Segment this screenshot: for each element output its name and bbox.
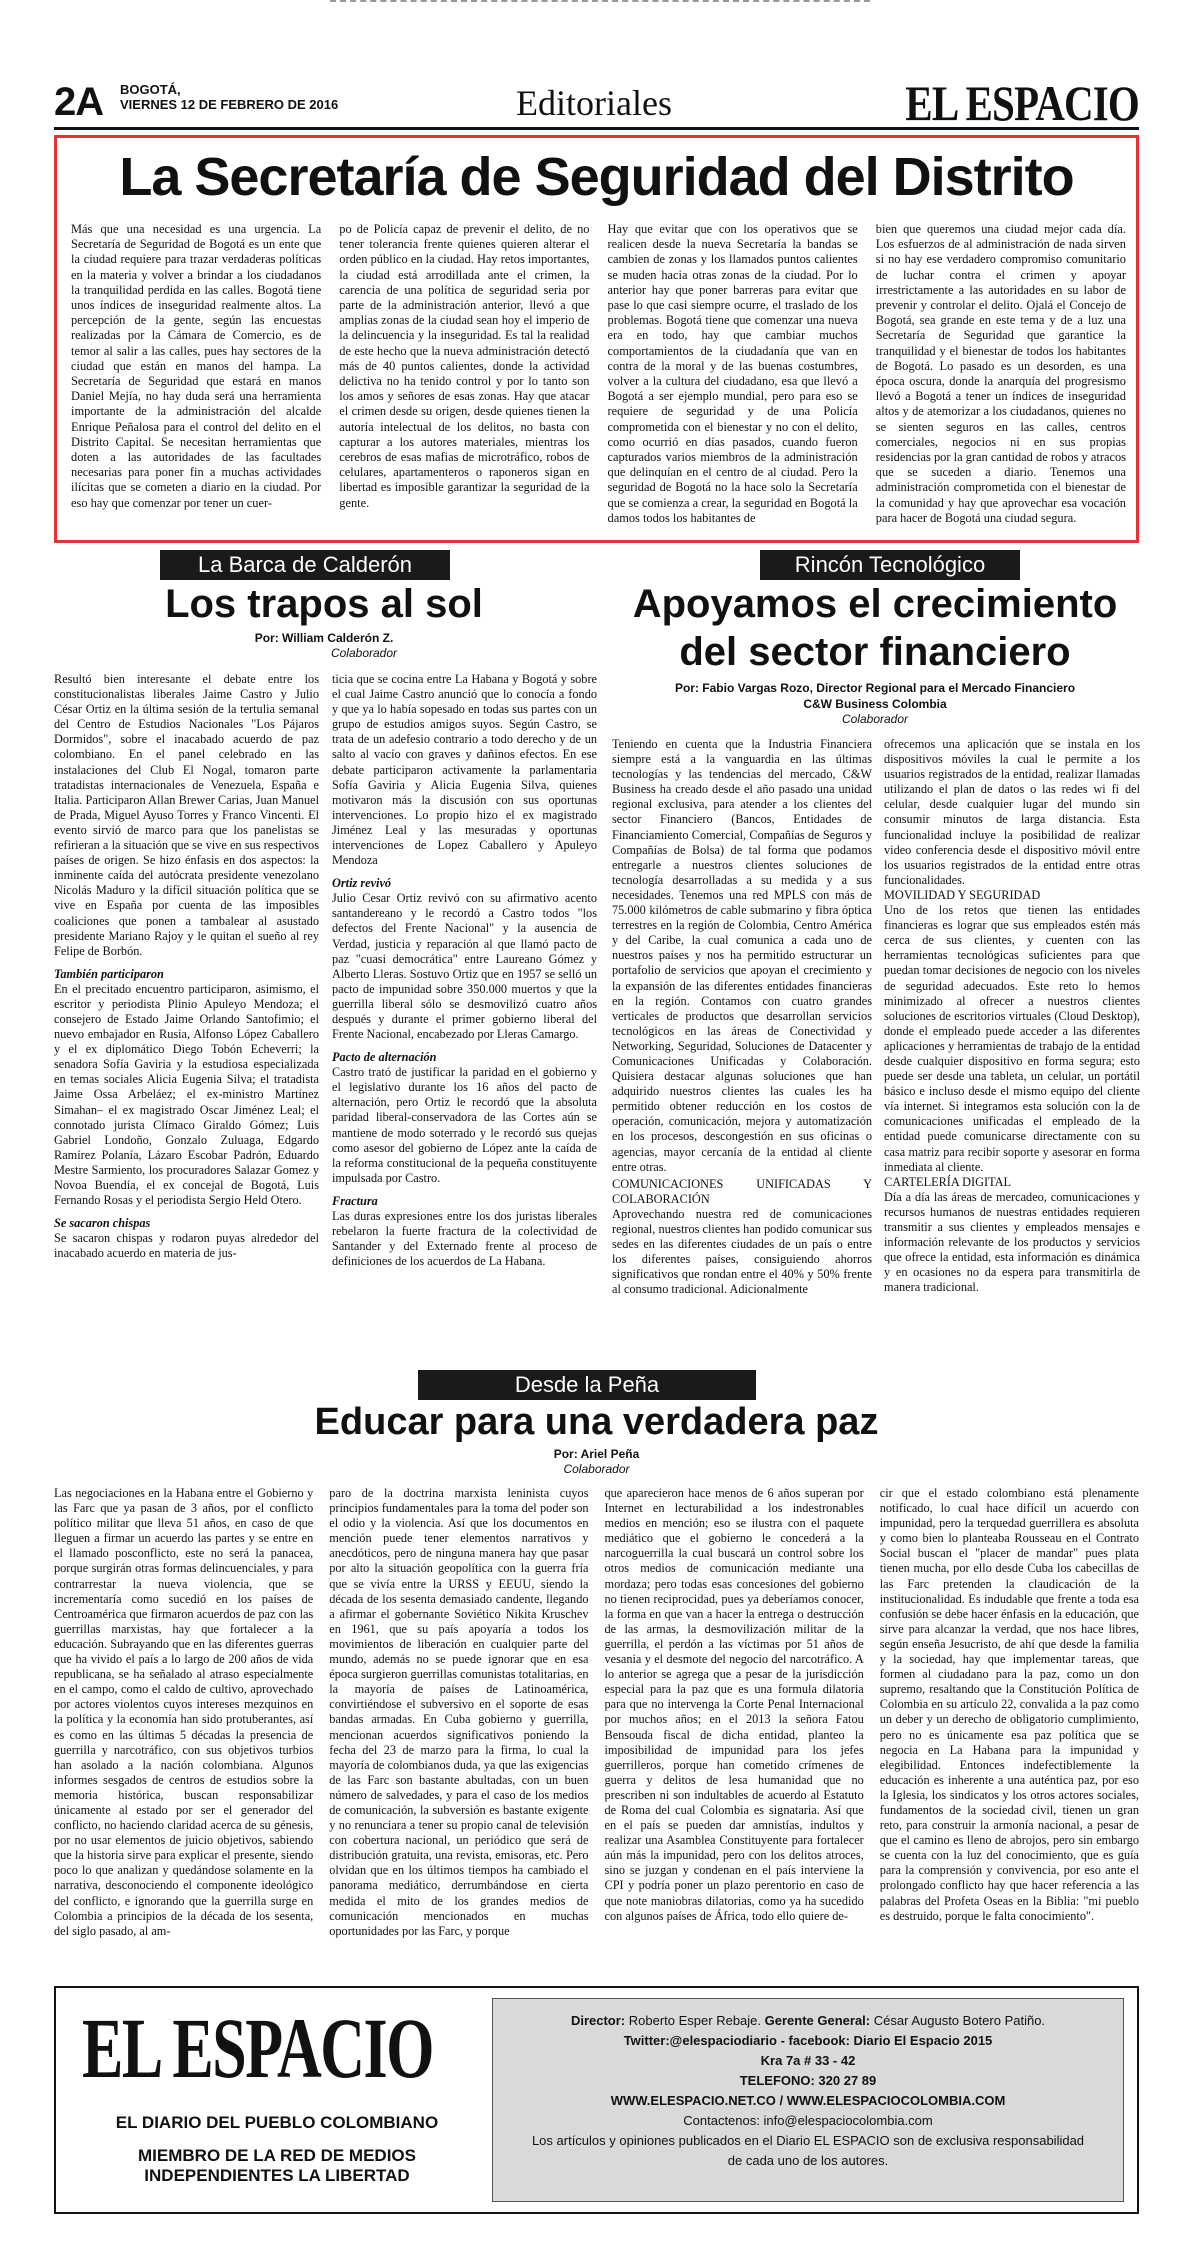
subheading: Se sacaron chispas <box>54 1216 151 1231</box>
left-article-col2 <box>332 672 597 1352</box>
right-byline-block <box>610 680 1140 727</box>
dateline-date: VIERNES 12 DE FEBRERO DE 2016 <box>120 97 339 112</box>
editorial-box <box>54 135 1139 543</box>
manager-label: Gerente General: <box>764 2013 871 2028</box>
article-paragraph: Las duras expresiones entre los dos juristas liberales rebelaron la fuerte fractura de la colectividad de Santander y del Externado frente al proceso de definiciones de los acuerdos de La Habana. <box>332 1208 597 1269</box>
left-article-title: Los trapos al sol <box>165 582 483 626</box>
footer-membership-line: MIEMBRO DE LA RED DE MEDIOS <box>138 2146 416 2165</box>
bottom-article-columns <box>54 1486 1139 1972</box>
top-dashed-rule <box>330 0 870 8</box>
left-article-byline: Por: William Calderón Z. <box>254 631 394 645</box>
dateline-city: BOGOTÁ, <box>120 82 181 97</box>
subheading: Fractura <box>332 1193 378 1208</box>
section-title: Editoriales <box>516 83 672 123</box>
bottom-article-role: Colaborador <box>563 1462 630 1476</box>
subheading: Ortiz revivó <box>332 876 392 891</box>
article-column: paro de la doctrina marxista leninista cuyos principios fundamentales para la toma del poder son el odio y la violencia. Así que los documentos en mención puede tener elementos narrativos y anecdóticos, pero de ninguna manera hay que pasar por alto la situación geopolítica con la guerra fría que se vivía entre la URSS y EEUU, siendo la década de los sesenta demasiado candente, llegando a afirmar el gobernante Soviético Nikita Kruschev en 1961, que su país apoyaría a todos los movimientos de liberación en cualquier parte del mundo, además no se puede ignorar que en esa época surgieron guerrillas comunistas totalitarias, en la mayoría de países de Latinoamérica, convirtiéndose el subversivo en el soporte de esas bandas armadas. En Cuba gobierno y guerrilla, mencionan acuerdos significativos poniendo la fecha del 23 de marzo para la firma, lo cual la mayoría de colombianos duda, ya que las exigencias de las Farc son bastante abultadas, con un buen número de salvedades, y para el caso de los medios de comunicación, la subversión es bastante exigente y no renunciara a tener su propio canal de televisión con cobertura nacional, un periódico que será de distribución gratuita, una revista, emisoras, etc. Pero olvidan que en los últimos tiempos ha cambiado el panorama mediático, derrumbándose en cierta medida el mito de los grandes medios de comunicación mencionados en muchas oportunidades por las Farc, y porque <box>329 1486 589 1938</box>
subheading: Pacto de alternación <box>332 1050 437 1065</box>
footer-masthead: EL ESPACIO <box>82 2000 433 2096</box>
subheading: MOVILIDAD Y SEGURIDAD <box>884 887 1041 902</box>
director-name: Roberto Esper Rebaje. <box>628 2013 762 2028</box>
header-masthead: EL ESPACIO <box>905 75 1139 131</box>
column-band-left: La Barca de Calderón <box>160 550 450 580</box>
footer-contact[interactable]: Contactenos: info@elespaciocolombia.com <box>683 2113 933 2128</box>
footer-disclaimer: Los artículos y opiniones publicados en el Diario EL ESPACIO son de exclusiva responsabilidad <box>531 2133 1085 2148</box>
footer-address: Kra 7a # 33 - 42 <box>760 2053 856 2068</box>
footer-social: Twitter:@elespaciodiario - facebook: Diario El Espacio 2015 <box>623 2033 993 2048</box>
footer-disclaimer: de cada uno de los autores. <box>727 2153 889 2168</box>
article-paragraph: Resultó bien interesante el debate entre los constitucionalistas liberales Jaime Castro y Julio César Ortiz en la última sesión de la tertulia semanal del Centro de Estudios Nacionales "Los Pájaros Dormidos", sobre el inacabado acuerdo de paz colombiano. En el panel celebrado en las instalaciones del Club El Nogal, tomaron parte tratadistas internacionales de Venezuela, España e Italia. Participaron Allan Brewer Carias, Juan Manuel de Prada, Miguel Ayuso Torres y Franco Vincenti. El evento sirvió de marco para que los panelistas se refirieran a la situación que se vive en sus respectivos países de origen. Se hizo énfasis en dos aspectos: la inminente caída del autócrata presidente venezolano Nicolás Maduro y la difícil situación política que se vive en España por cuenta de las imposibles coaliciones que ponen a tambalear al asustado presidente Mariano Rajoy y le quitan el sueño al rey Felipe de Borbón. <box>54 672 319 958</box>
bottom-byline-block <box>54 1446 1139 1477</box>
page-number: 2A <box>54 80 104 124</box>
right-article-col2 <box>884 737 1140 1352</box>
right-article-col1 <box>612 737 872 1352</box>
article-paragraph: Día a día las áreas de mercadeo, comunicaciones y recursos humanos de nuestras entidades requieren transmitir a sus clientes y empleados mensajes e información relevante de los productos y servicios que ofrece la entidad, esta información es dinámica y en ocasiones no da espera para transmitirla de manera tradicional. <box>884 1189 1140 1295</box>
article-paragraph: En el precitado encuentro participaron, asimismo, el escritor y periodista Plinio Apuleyo Mendoza; el consejero de Estado Jaime Orlando Santofimio; el nuevo embajador en Rusia, Alfonso López Caballero y el ex diplomático Diego Tobón Echeverri; la senadora Sofía Gaviria y la estudiosa especializada en temas sociales Alicia Eugenia Silva; el tratadista Jaime Ossa Arbeláez; el ex-ministro Martínez Simahan– el ex magistrado Oscar Jiménez Leal; el connotado jurista Clímaco Giraldo Gómez; Luis Gabriel Londoño, Gonzalo Zuluaga, Edgardo Ramírez Polanía, Lázaro Escobar Padrón, Eduardo Mestre Sarmiento, los procuradores Salazar Gomez y Novoa Buendía, el ex concejal de Bogotá, Luis Fernando Rosas y el periodista Sergio Held Otero. <box>54 981 319 1208</box>
editorial-title: La Secretaría de Seguridad del Distrito <box>119 147 1074 207</box>
article-paragraph: ofrecemos una aplicación que se instala en los dispositivos móviles la cual le permite a los usuarios registrados de la entidad, realizar llamadas utilizando el plan de datos o las redes wi fi del celular, desde cualquier lugar del mundo sin consumir minutos de larga distancia. Esta funcionalidad incluye la posibilidad de realizar video conferencia desde el dispositivo móvil entre los usuarios registrados de la entidad entre otras funcionalidades. <box>884 737 1140 887</box>
column-band-right: Rincón Tecnológico <box>760 550 1020 580</box>
editorial-column: Hay que evitar que con los operativos que se realicen desde la nueva Secretaría la bandas se cambien de zonas y los llamados puntos calientes se muden hacia otras zonas de la ciudad. Por lo anterior hay que poner barreras para evitar que pase lo que casi siempre ocurre, el traslado de los problemas. Bogotá tiene que comenzar una nueva era en todo, hay que cambiar muchos comportamientos de la ciudadanía que van en contra de la moral y de las buenas costumbres, volver a la cultura del ciudadano, esa que llevó a Bogotá a ser ejemplo mundial, pero para eso se requiere de seguridad y de una Policía comprometida con el bienestar y no con el delito, como ocurrió en días pasados, cuando fueron capturados varios miembros de la administración que delinquían en el centro de al ciudad. Pero la seguridad de Bogotá no la hace solo la Secretaría que se comienza a crear, la seguridad en Bogotá la damos todos los habitantes de <box>607 222 858 525</box>
director-label: Director: <box>570 2013 626 2028</box>
article-column: Las negociaciones en la Habana entre el Gobierno y las Farc que ya pasan de 3 años, por el conflicto político militar que lleva 51 años, en caso de que lleguen a firmar un acuerdo las partes y se entre en el llamado posconflicto, este no será la panacea, porque surgirán otras formas delincuenciales, y para contrarrestar la nueva violencia, que se incrementaría como sucedió en los países de Centroamérica que firmaron acuerdos de paz con las guerrillas marxistas, hay que fortalecer a la educación. Subrayando que en las diferentes guerras que ha vivido el país a lo largo de 200 años de vida republicana, se ha señalado al atraso especialmente en el campo, como el caldo de cultivo, aprovechado por actores violentos cuyos intereses mezquinos en la política y la economía han sido protuberantes, así es como en las últimas 5 décadas la presencia de guerrilla y narcotráfico, con sus objetivos turbios han asolado a la nación colombiana. Algunos informes sesgados de centros de estudios sobre la memoria histórica, buscan responsabilizar únicamente al estado por ser el generador del conflicto, no haciendo claridad acerca de su génesis, por no usar elementos de juicio objetivos, sabiendo que la historia sirve para explicar el presente, siendo poco lo que analizan y quedándose solamente en la narrativa, desconociendo el componente ideológico del conflicto, e ignorando que la guerrilla surge en Colombia a principios de la década de los sesenta, del siglo pasado, al am- <box>54 1486 314 1938</box>
editorial-column: po de Policía capaz de prevenir el delito, de no tener tolerancia frente quienes quieren alterar el orden público en la ciudad. Hay retos importantes, la ciudad está arrodillada ante el crimen, la carencia de una política de seguridad seria por parte de la administración anterior, llevó a que amplias zonas de la ciudad sean hoy el imperio de la delincuencia y la inseguridad. Es tal la realidad de este hecho que la nueva administración detectó más de 40 puntos calientes, donde la actividad delictiva no ha tenido control y por lo tanto son los amos y señores de esas zonas. Hay que atacar el crimen desde su origen, desde quienes tienen la autoría intelectual de los delitos, no basta con capturar a los autores materiales, mientras los cerebros de esas mafias de microtráfico, robos de celulares, apartamenteros o raponeros sigan en libertad es imposible garantizar la seguridad de la gente. <box>339 222 590 510</box>
left-article-role: Colaborador <box>330 646 398 660</box>
article-paragraph: Julio Cesar Ortiz revivó con su afirmativo acento santandereano y le recordó a Castro todos "los defectos del Frente Nacional" y la ausencia de Verdad, justicia y reparación al que llamó pacto de paz "cuasi democrática" entre Laureano Gómez y Alberto Lleras. Sostuvo Ortiz que en 1957 se selló un pacto de impunidad sobre 350.000 muertos y que la guerrilla liberal sólo se desmovilizó cuatro años después y durante el primer gobierno liberal del Frente Nacional, encabezado por Lleras Camargo. <box>332 891 597 1042</box>
footer-tagline: EL DIARIO DEL PUEBLO COLOMBIANO <box>115 2113 439 2132</box>
column-band-bottom: Desde la Peña <box>418 1370 756 1400</box>
bottom-article-title: Educar para una verdadera paz <box>314 1401 879 1443</box>
footer-phone: TELEFONO: 320 27 89 <box>739 2073 877 2088</box>
footer-box <box>54 1986 1139 2214</box>
footer-membership <box>82 2146 472 2186</box>
left-byline-block <box>54 630 594 661</box>
right-article-title: Apoyamos el crecimiento del sector financiero <box>632 582 1118 674</box>
article-paragraph: Uno de los retos que tienen las entidades financieras es lograr que sus empleados estén más cerca de sus clientes, y cuenten con las herramientas tecnológicas suficientes para que puedan tomar decisiones de negocio con los niveles de seguridad adecuados. Este reto lo hemos minimizado al ofrecer a nuestros clientes soluciones de escritorios virtuales (Cloud Desktop), donde el empleado puede acceder a las diferentes aplicaciones y herramientas de trabajo de la entidad desde cualquier dispositivo en forma segura; esto puede ser desde una tableta, un celular, un portátil básico e incluso desde el mismo equipo del cliente vía internet. Si integramos esta solución con la de comunicaciones unificadas el empleado de la entidad puede comunicarse directamente con su casa matriz para recibir soporte y asesorar en forma inmediata al cliente. <box>884 903 1140 1174</box>
article-paragraph: Castro trató de justificar la paridad en el gobierno y el legislativo durante los 16 años del pacto de alternación, pero Ortiz le recordó que la absoluta paridad liberal-conservadora de las Cortes aún se mantiene de modo soterrado y le recordó sus quejas como asesor del gobierno de López ante la caída de la reforma constitucional de la pequeña constituyente impulsada por Castro. <box>332 1065 597 1185</box>
editorial-columns <box>71 222 1126 532</box>
dateline <box>120 82 338 112</box>
footer-info-panel <box>492 1998 1124 2202</box>
article-column: cir que el estado colombiano está plenamente notificado, lo cual hace difícil un acuerdo con impunidad, pero la terquedad guerrillera es absoluta y como bien lo planteaba Rousseau en el Contrato Social buscan el "placer de mandar" pues plata tienen mucha, por ello desde Cuba los cabecillas de las Farc pretenden la claudicación de la institucionalidad. Es indudable que frente a toda esa confusión se debe hacer énfasis en la educación, que sirve para alcanzar la verdad, que nos hace libres, según enseña Jesucristo, de ahí que desde la familia y la sociedad, hay que implementar tareas, que formen al ciudadano para la paz, como un don supremo, resaltando que la Constitución Política de Colombia en su artículo 22, convalida a la paz como un deber y un derecho de obligatorio cumplimiento, pero no es únicamente esa paz política que se negocia en La Habana para la impunidad y elegibilidad. Entonces indefectiblemente la educación es inherente a una auténtica paz, por eso la Iglesia, los sindicatos y los otros actores sociales, fundamentos de la sociedad civil, tienen un gran reto, para construir la armonía nacional, a pesar de que el camino es lleno de abrojos, pero sin embargo se cuenta con la luz del conocimiento, que es guía para la comprensión y convivencia, por eso ante el prolongado conflicto hay que hacer referencia a las palabras del Profeta Oseas en la Biblia: "mi pueblo es destruido, porque le falta conocimiento". <box>879 1486 1139 1923</box>
subheading: COMUNICACIONES UNIFICADAS Y COLABORACIÓN <box>612 1176 872 1206</box>
right-article-byline: Por: Fabio Vargas Rozo, Director Regional para el Mercado Financiero <box>674 681 1076 695</box>
subheading: CARTELERÍA DIGITAL <box>884 1174 1012 1189</box>
footer-staff <box>493 2011 1123 2031</box>
right-article-role: Colaborador <box>841 712 909 726</box>
article-paragraph: Aprovechando nuestra red de comunicaciones regional, nuestros clientes han podido comunicar sus sedes en las diferentes ciudades de un país o entre los diferentes países, consiguiendo ahorros significativos que rondan entre el 40% y 50% frente al consumo tradicional. Adicionalmente <box>612 1206 872 1297</box>
bottom-article-byline: Por: Ariel Peña <box>553 1447 640 1461</box>
manager-name: César Augusto Botero Patiño. <box>873 2013 1046 2028</box>
article-paragraph: ticia que se cocina entre La Habana y Bogotá y sobre el cual Jaime Castro anunció que lo conocía a fondo y que ya lo había sopesado en todas sus partes con un grupo de estudios amigos suyos. Según Castro, se trata de un adefesio contrario a todo derecho y de un salto al vacío con graves y dañinos efectos. En ese debate participaron activamente la parlamentaria Sofía Gaviria y Alicia Eugenia Silva, quienes motivaron más la discusión con sus oportunas intervenciones. Lo propio hizo el ex magistrado Jiménez Leal y las mesuradas y oportunas intervenciones de Lopez Caballero y Apuleyo Mendoza <box>332 672 597 868</box>
footer-membership-line: INDEPENDIENTES LA LIBERTAD <box>144 2166 410 2185</box>
article-paragraph: Se sacaron chispas y rodaron puyas alrededor del inacabado acuerdo en materia de jus- <box>54 1231 319 1261</box>
page-header <box>54 72 1139 130</box>
article-column: que aparecieron hace menos de 6 años superan por Internet en lecturabilidad a los indestronables medios en mención; eso se ilustra con el paquete mediático que el gobierno le concederá a la narcoguerrilla la cual buscará un control sobre los otros medios de comunicación mediante una mordaza; pero todas esas concesiones del gobierno no tienen reciprocidad, pues ya deberíamos conocer, la forma en que van a hacer la entrega o destrucción de las armas, la desmovilización militar de la guerrilla, el perdón a las víctimas por 51 años de vesania y el desmote del negocio del narcotráfico. A lo anterior se agrega que a pesar de la jurisdicción especial para la paz que es una formula dilatoria para que no intervenga la Corte Penal Internacional por muchos años; en el 2013 la señora Fatou Bensouda fiscal de dicha entidad, planteo la imposibilidad de impunidad para los jefes guerrilleros, porque han cometido crímenes de guerra y delitos de lesa humanidad que no prescriben ni son indultables de acuerdo al Estatuto de Roma del cual Colombia es signataria. Así que en el país se pueden dar amnistías, indultos y realizar una Asamblea Constituyente para fortalecer aún más la impunidad, pero con los delitos atroces, sino se juzgan y condenan en el país interviene la CPI y podría poner un plazo perentorio en caso de que note maniobras dilatorias, como ya ha sucedido con algunos países de África, todo ello quiere de- <box>604 1486 864 1923</box>
editorial-column: bien que queremos una ciudad mejor cada día. Los esfuerzos de al administración de nada sirven si no hay ese verdadero compromiso comunitario de luchar contra el crimen y apoyar irrestrictamente a las autoridades en su labor de prevenir y controlar el delito. Ojalá el Concejo de Bogotá, sea grande en este tema y de a luz una Secretaría de Seguridad que garantice la tranquilidad y el bienestar de todos los habitantes de Bogotá. Lo pasado es un desorden, es una época oscura, donde la anarquía del progresismo llevó a Bogotá a tener un índices de inseguridad altos y de atemorizar a los ciudadanos, quienes no se sienten seguros en las calles, centros comerciales, negocios ni en sus propias residencias por la gran cantidad de robos y atracos que se suceden a diario. Tenemos una administración comprometida con el bienestar de la comunidad y hay que aprovechar esa vocación para hacer de Bogotá una ciudad segura. <box>875 222 1126 525</box>
left-article-col1 <box>54 672 319 1352</box>
subheading: También participaron <box>54 966 164 981</box>
footer-web[interactable]: WWW.ELESPACIO.NET.CO / WWW.ELESPACIOCOLOMBIA.COM <box>610 2093 1006 2108</box>
editorial-column: Más que una necesidad es una urgencia. La Secretaría de Seguridad de Bogotá es un ente que la ciudad requiere para trazar verdaderas políticas en la materia y volver a brindar a los ciudadanos la tranquilidad perdida en las calles. Bogotá tiene unos índices de inseguridad realmente altos. La percepción de la gente, según las encuestas realizadas por la Cámara de Comercio, es de temor al salir a las calles, pues hay sectores de la ciudad que están en manos del hampa. La Secretaría de Seguridad que estará en manos Daniel Mejía, no hay duda será una herramienta importante de la administración del alcalde Enrique Peñalosa para el control del delito en el Distrito Capital. Se necesitan herramientas que doten a las autoridades de las facultades necesarias para poner fin a muchas actividades ilícitas que se cometen a diario en la ciudad. Por eso hay que comenzar por tener un cuer- <box>71 222 322 510</box>
right-article-company: C&W Business Colombia <box>803 697 947 711</box>
article-paragraph: Teniendo en cuenta que la Industria Financiera siempre está a la vanguardia en las últimas tecnologías y las tendencias del mercado, C&W Business ha creado desde el año pasado una unidad regional exclusiva, para atender a los clientes del sector Financiero (Bancos, Entidades de Financiamiento Comercial, Compañías de Seguros y Compañías de Bolsa) de tal forma que podamos entregarle a nuestros clientes soluciones de tecnología desarrolladas a su medida y a sus necesidades. Tenemos una red MPLS con más de 75.000 kilómetros de cable submarino y fibra óptica terrestres en la región de Colombia, Centro América y del Caribe, la cual comunica a cada uno de nuestros países y nos ha permitido estructurar un portafolio de servicios que apoyan el crecimiento y la expansión de las diferentes entidades financieras en la región. Contamos con cuatro grandes verticales de productos que desarrollan servicios tecnológicos en las áreas de Conectividad y Networking, Seguridad, Soluciones de Datacenter y Comunicaciones Unificadas y Colaboración. Quisiera destacar algunas soluciones que han adquirido nuestros clientes las cuales les ha permitido obtener reducción en los costos de operación, comunicación, mejora y automatización en los procesos, descongestión en sus oficinas o agencias, mayor cercanía de la entidad al cliente entre otras. <box>612 737 872 1174</box>
